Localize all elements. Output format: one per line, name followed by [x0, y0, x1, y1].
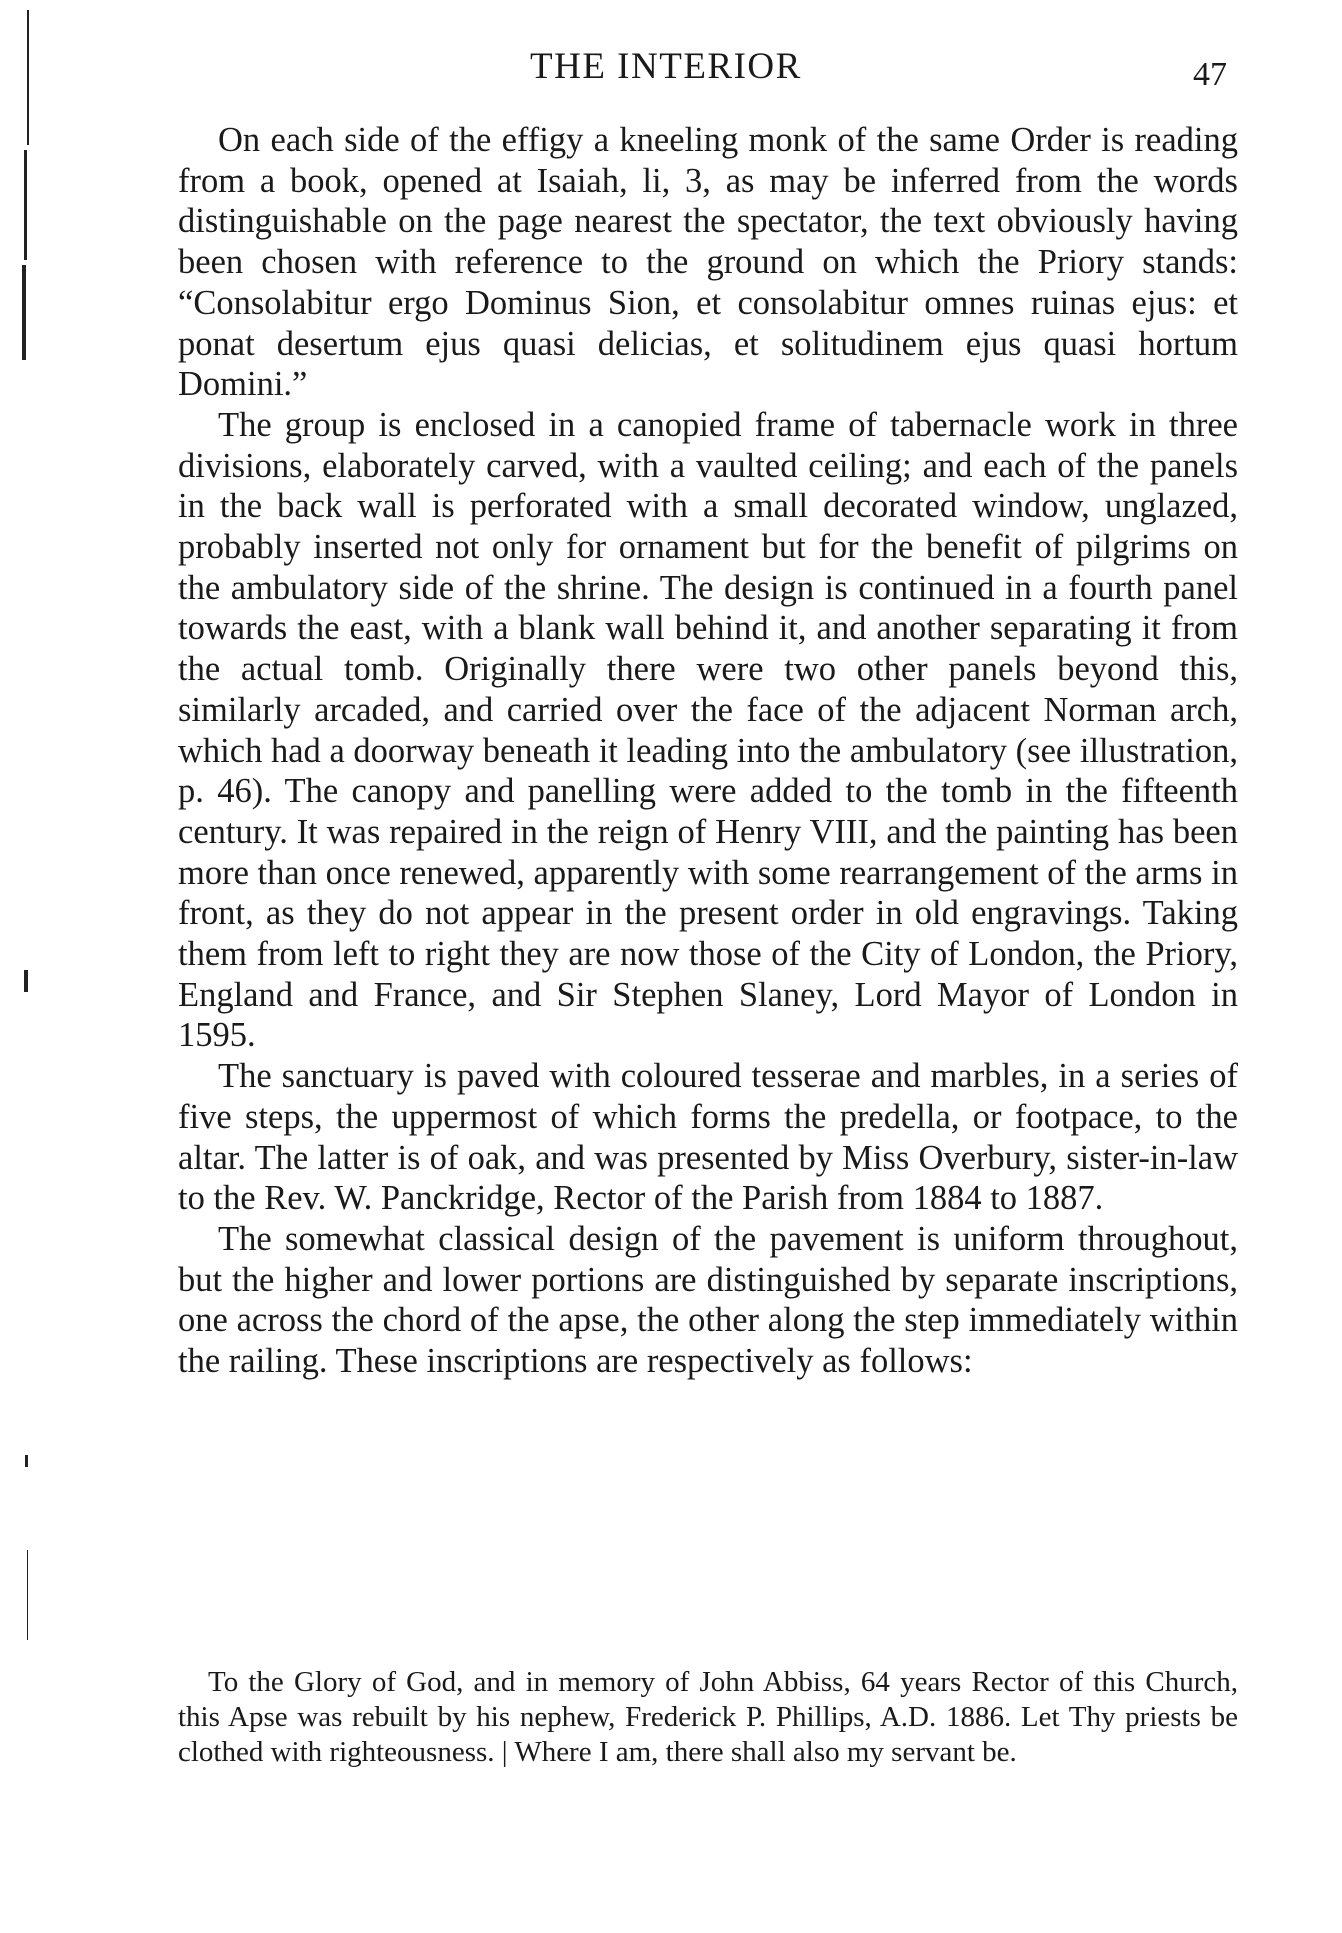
running-title: THE INTERIOR	[530, 46, 802, 87]
paragraph-canopy: The group is enclosed in a canopied frame of tabernacle work in three divisions, elaborately carved, with a vaulted ceiling; and each of the panels in the back wall is perforated with a small decorated window, unglazed, probably inserted not only for ornament but for the benefit of pilgrims on the ambulatory side of the shrine. The design is continued in a fourth panel towards the east, with a blank wall behind it, and another separating it from the actual tomb. Originally there were two other panels beyond this, similarly arcaded, and carried over the face of the adjacent Norman arch, which had a doorway beneath it leading into the ambulatory (see illustration, p. 46). The canopy and panelling were added to the tomb in the fifteenth century. It was repaired in the reign of Henry VIII, and the painting has been more than once renewed, apparently with some rearrangement of the arms in front, as they do not appear in the present order in old engravings. Taking them from left to right they are now those of the City of London, the Priory, England and France, and Sir Stephen Slaney, Lord Mayor of London in 1595.	[178, 405, 1238, 1055]
scan-margin-mark	[27, 1550, 28, 1640]
inscription-block	[178, 1665, 1238, 1770]
paragraph-sanctuary: The sanctuary is paved with coloured tesserae and marbles, in a series of five steps, the uppermost of which forms the predella, or footpace, to the altar. The latter is of oak, and was presented by Miss Overbury, sister-in-law to the Rev. W. Panckridge, Rector of the Parish from 1884 to 1887.	[178, 1057, 1238, 1218]
paragraph-effigy: On each side of the effigy a kneeling monk of the same Order is reading from a book, opened at Isaiah, li, 3, as may be inferred from the words distinguishable on the page nearest the spectator, the text obviously having been chosen with reference to the ground on which the Priory stands: “Consolabitur ergo Dominus Sion, et consolabitur omnes ruinas ejus: et ponat desertum ejus quasi delicias, et solitudinem ejus quasi hortum Domini.”	[178, 121, 1238, 404]
paragraph-pavement: The somewhat classical design of the pavement is uniform throughout, but the higher and lower portions are distinguished by separate inscriptions, one across the chord of the apse, the other along the step immediately within the railing. These inscriptions are respectively as follows:	[178, 1219, 1238, 1381]
running-header	[0, 42, 1342, 92]
inscription-text: To the Glory of God, and in memory of John Abbiss, 64 years Rector of this Church, this Apse was rebuilt by his nephew, Frederick P. Phillips, A.D. 1886. Let Thy priests be clothed with righteousness. | Where I am, there shall also my servant be.	[178, 1666, 1238, 1768]
body-text	[178, 120, 1238, 1382]
scan-margin-mark	[24, 970, 28, 992]
scan-margin-mark	[22, 265, 26, 360]
page-number: 47	[1193, 56, 1227, 93]
scan-margin-mark	[24, 150, 27, 260]
scan-margin-mark	[25, 1455, 28, 1467]
